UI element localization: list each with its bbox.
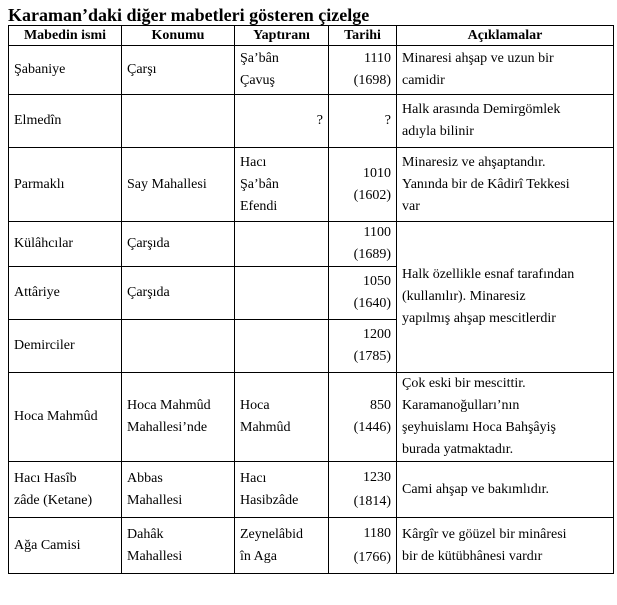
cell-location: Hoca Mahmûd Mahallesi’nde: [122, 373, 235, 462]
header-location: Konumu: [122, 26, 235, 46]
cell-location: Çarşıda: [122, 222, 235, 267]
cell-notes: Halk arasında Demirgömlek adıyla bilinir: [397, 95, 614, 148]
cell-notes: Cami ahşap ve bakımlıdır.: [397, 462, 614, 518]
cell-builder: Hoca Mahmûd: [235, 373, 329, 462]
cell-location: Dahâk Mahallesi: [122, 518, 235, 574]
cell-name: Hoca Mahmûd: [9, 373, 122, 462]
header-date: Tarihi: [329, 26, 397, 46]
table-row: [9, 518, 614, 574]
cell-builder: [235, 222, 329, 267]
cell-date: 1010 (1602): [329, 148, 397, 222]
cell-date: 1110 (1698): [329, 46, 397, 95]
cell-location: Çarşı: [122, 46, 235, 95]
header-builder: Yaptıranı: [235, 26, 329, 46]
cell-location: [122, 95, 235, 148]
cell-name: Külâhcılar: [9, 222, 122, 267]
cell-builder: Zeynelâbid în Aga: [235, 518, 329, 574]
cell-notes: Çok eski bir mescittir. Karamanoğulları’nın şeyhuislamı Hoca Bahşâyiş burada yatmaktadır.: [397, 373, 614, 462]
cell-name: Attâriye: [9, 267, 122, 320]
table-row: [9, 222, 614, 267]
cell-location: Abbas Mahallesi: [122, 462, 235, 518]
cell-notes-merged: Halk özellikle esnaf tarafından (kullanılır). Minaresiz yapılmış ahşap mescitlerdir: [397, 222, 614, 373]
cell-notes: Kârgîr ve göüzel bir minâresi bir de kütübhânesi vardır: [397, 518, 614, 574]
cell-notes: Minaresiz ve ahşaptandır. Yanında bir de Kâdirî Tekkesi var: [397, 148, 614, 222]
cell-builder: [235, 267, 329, 320]
table-row: [9, 148, 614, 222]
header-row: [9, 26, 614, 46]
cell-notes: Minaresi ahşap ve uzun bir camidir: [397, 46, 614, 95]
cell-builder: Hacı Şa’bân Efendi: [235, 148, 329, 222]
mosques-table: [8, 25, 614, 574]
table-row: [9, 46, 614, 95]
cell-builder: ?: [235, 95, 329, 148]
cell-location: Çarşıda: [122, 267, 235, 320]
table-row: [9, 462, 614, 518]
cell-builder: [235, 320, 329, 373]
cell-date: 1200 (1785): [329, 320, 397, 373]
cell-name: Parmaklı: [9, 148, 122, 222]
cell-name: Hacı Hasîb zâde (Ketane): [9, 462, 122, 518]
cell-date: 1100 (1689): [329, 222, 397, 267]
table-row: [9, 373, 614, 462]
cell-date: 1050 (1640): [329, 267, 397, 320]
cell-date: 1230 (1814): [329, 462, 397, 518]
cell-date: ?: [329, 95, 397, 148]
cell-name: Demirciler: [9, 320, 122, 373]
cell-location: [122, 320, 235, 373]
cell-date: 850 (1446): [329, 373, 397, 462]
cell-name: Ağa Camisi: [9, 518, 122, 574]
header-name: Mabedin ismi: [9, 26, 122, 46]
cell-name: Elmedîn: [9, 95, 122, 148]
cell-builder: Hacı Hasibzâde: [235, 462, 329, 518]
header-notes: Açıklamalar: [397, 26, 614, 46]
cell-location: Say Mahallesi: [122, 148, 235, 222]
cell-date: 1180 (1766): [329, 518, 397, 574]
table-row: [9, 95, 614, 148]
cell-builder: Şa’bân Çavuş: [235, 46, 329, 95]
cell-name: Şabaniye: [9, 46, 122, 95]
table-caption: Karaman’daki diğer mabetleri gösteren çizelge: [8, 5, 370, 25]
